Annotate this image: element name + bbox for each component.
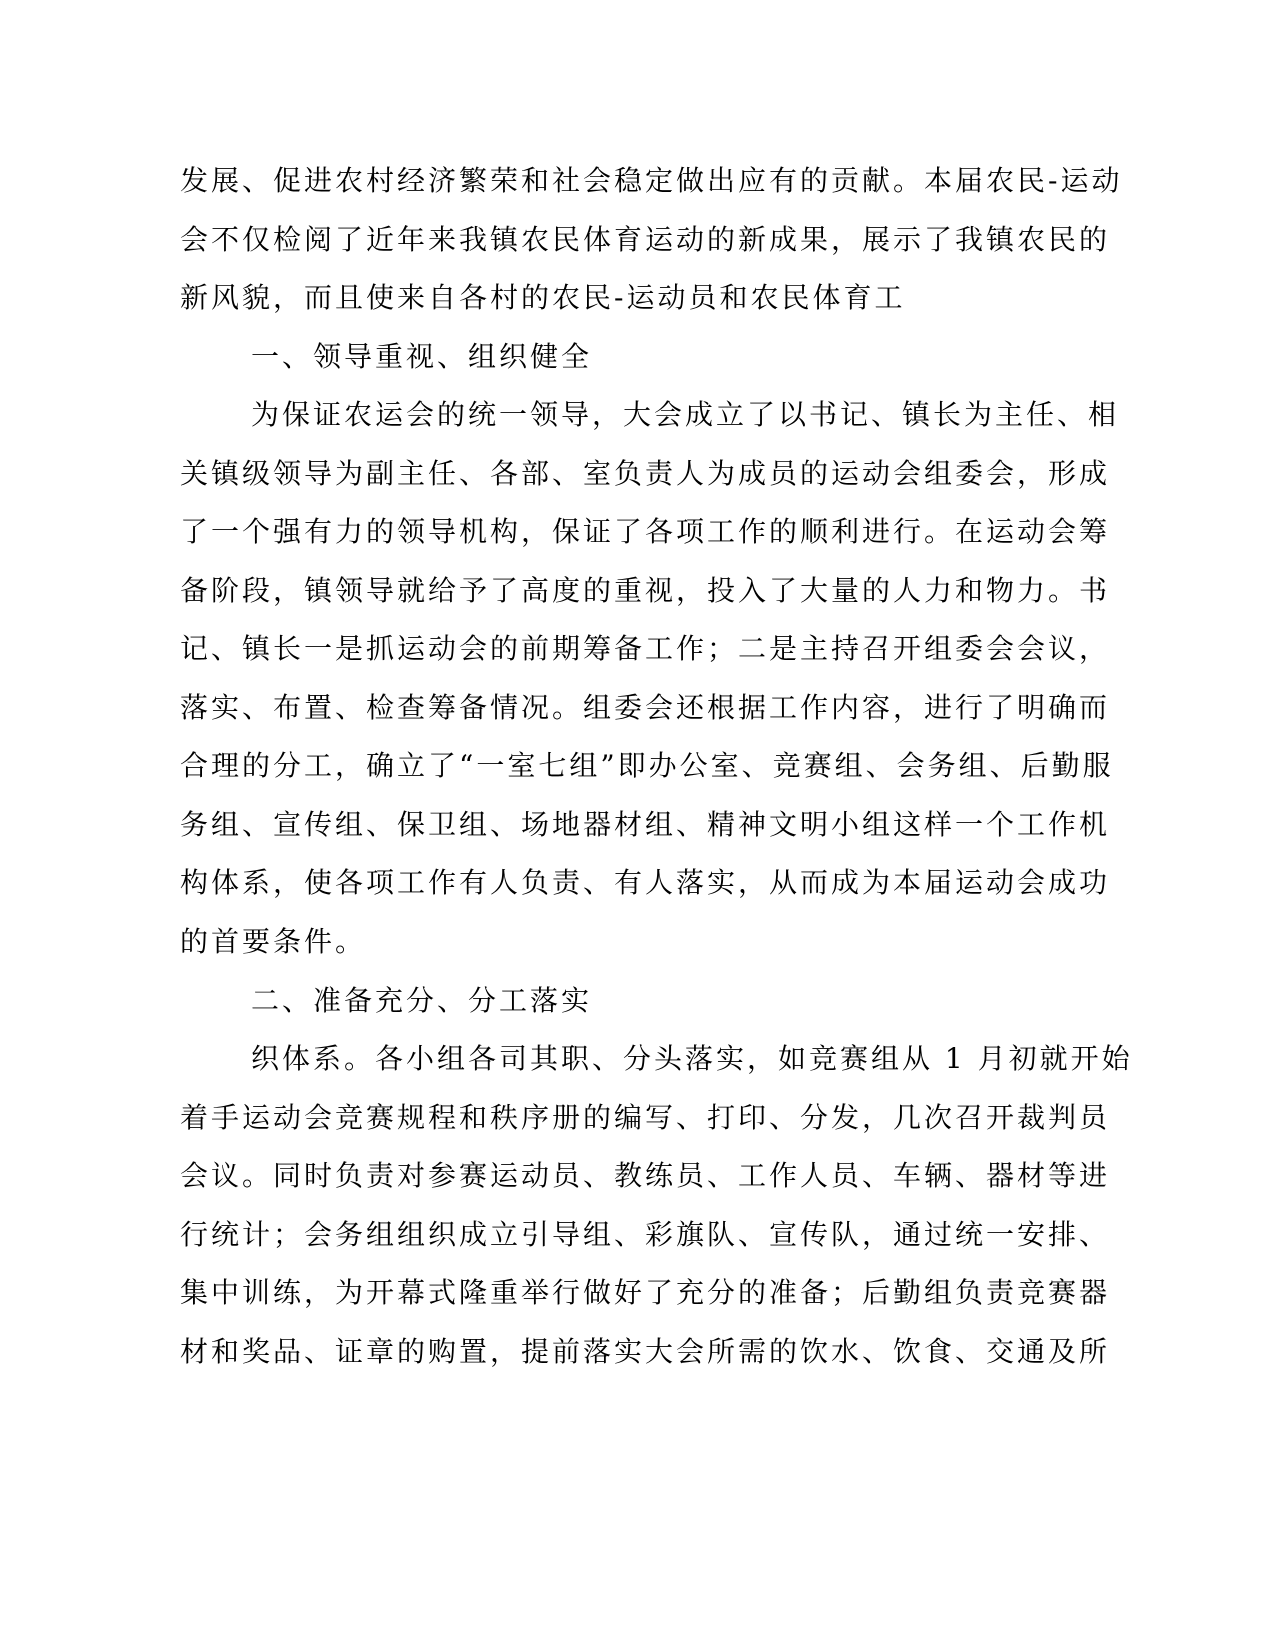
paragraph-line: 集中训练，为开幕式隆重举行做好了充分的准备；后勤组负责竞赛器	[180, 1276, 1111, 1309]
paragraph-line: 记、镇长一是抓运动会的前期筹备工作；二是主持召开组委会会议，	[180, 632, 1111, 665]
paragraph-line: 合理的分工，确立了“一室七组”即办公室、竞赛组、会务组、后勤服	[180, 749, 1114, 782]
paragraph-line: 落实、布置、检查筹备情况。组委会还根据工作内容，进行了明确而	[180, 691, 1111, 724]
paragraph-line: 关镇级领导为副主任、各部、室负责人为成员的运动会组委会，形成	[180, 457, 1111, 490]
paragraph-line: 构体系，使各项工作有人负责、有人落实，从而成为本届运动会成功	[180, 866, 1111, 899]
paragraph-line: 的首要条件。	[180, 925, 367, 958]
paragraph-line: 会不仅检阅了近年来我镇农民体育运动的新成果，展示了我镇农民的	[180, 223, 1111, 256]
paragraph-line: 会议。同时负责对参赛运动员、教练员、工作人员、车辆、器材等进	[180, 1159, 1111, 1192]
paragraph-line: 备阶段，镇领导就给予了高度的重视，投入了大量的人力和物力。书	[180, 574, 1111, 607]
section-heading-1: 一、领导重视、组织健全	[251, 340, 593, 373]
paragraph-line: 行统计；会务组组织成立引导组、彩旗队、宣传队，通过统一安排、	[180, 1218, 1111, 1251]
paragraph-line: 为保证农运会的统一领导，大会成立了以书记、镇长为主任、相	[251, 398, 1120, 431]
paragraph-line: 务组、宣传组、保卫组、场地器材组、精神文明小组这样一个工作机	[180, 808, 1111, 841]
paragraph-line: 发展、促进农村经济繁荣和社会稳定做出应有的贡献。本届农民-运动	[180, 164, 1123, 197]
paragraph-line: 织体系。各小组各司其职、分头落实，如竞赛组从 1 月初就开始	[251, 1042, 1133, 1075]
paragraph-line: 着手运动会竞赛规程和秩序册的编写、打印、分发，几次召开裁判员	[180, 1101, 1111, 1134]
paragraph-line: 了一个强有力的领导机构，保证了各项工作的顺利进行。在运动会筹	[180, 515, 1111, 548]
section-heading-2: 二、准备充分、分工落实	[251, 984, 593, 1017]
paragraph-line: 新风貌，而且使来自各村的农民-运动员和农民体育工	[180, 281, 906, 314]
paragraph-line: 材和奖品、证章的购置，提前落实大会所需的饮水、饮食、交通及所	[180, 1335, 1111, 1368]
